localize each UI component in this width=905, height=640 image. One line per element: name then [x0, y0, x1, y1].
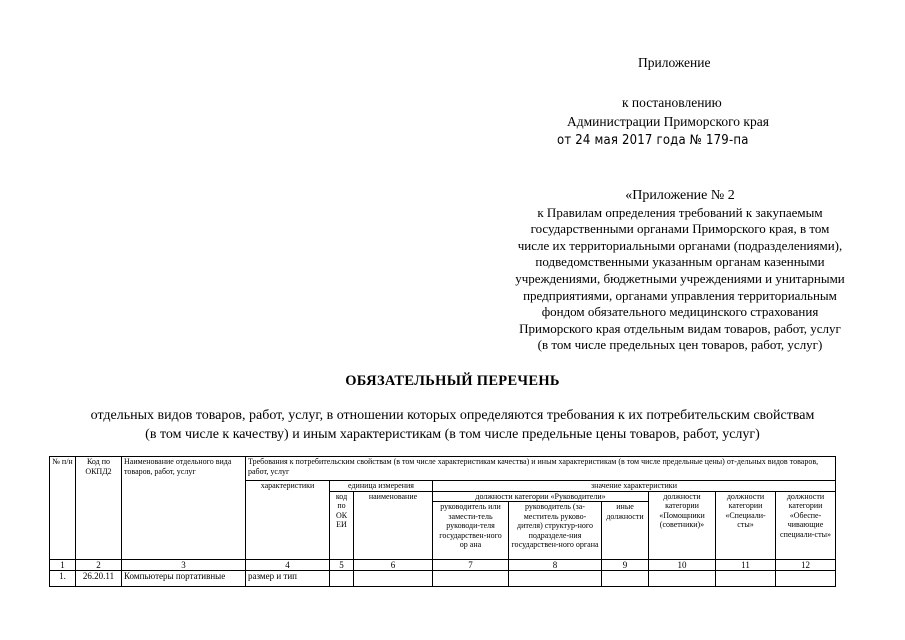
rules-line: (в том числе предельных цен товаров, работ, услуг): [537, 337, 823, 353]
column-number: 6: [354, 560, 433, 571]
row-cell: [330, 571, 354, 587]
rules-line: предприятиями, органами управления территориальным: [523, 287, 837, 303]
requirements-table: [49, 456, 836, 587]
column-number: 4: [246, 560, 330, 571]
header-characteristics: характеристики: [246, 481, 330, 560]
resolution-date: от 24 мая 2017 года № 179-па: [557, 133, 749, 148]
column-number: 11: [716, 560, 776, 571]
header-support-specialists: должности категории «Обеспе-чивающие специали-сты»: [776, 491, 836, 560]
rules-reference-block: [466, 188, 894, 354]
row-cell: [649, 571, 716, 587]
row-cell: [602, 571, 649, 587]
column-number: 3: [122, 560, 246, 571]
header-num: № п/н: [50, 457, 76, 560]
appendix-label: Приложение: [638, 55, 711, 70]
header-specialists: должности категории «Специали-сты»: [716, 491, 776, 560]
subtitle-line-2: (в том числе к качеству) и иным характеристикам (в том числе предельные цены товаров, работ, услуг): [145, 427, 760, 442]
header-value: значение характеристики: [433, 481, 836, 492]
document-title: ОБЯЗАТЕЛЬНЫЙ ПЕРЕЧЕНЬ: [345, 373, 560, 389]
header-unit-name: наименование: [354, 491, 433, 560]
header-requirements: Требования к потребительским свойствам (в том числе характеристикам качества) и иным характеристикам (в том числе предельные цены) от-дельных видов товаров, работ, услуг: [246, 457, 836, 481]
header-other-positions: иные должности: [602, 502, 649, 560]
row-cell: [716, 571, 776, 587]
column-number: 1: [50, 560, 76, 571]
rules-line: «Приложение № 2: [625, 188, 735, 203]
rules-line: подведомственными указанным органам казенными: [535, 254, 825, 270]
row-characteristic: размер и тип: [246, 571, 330, 587]
row-cell: [509, 571, 602, 587]
table-row: [50, 571, 836, 587]
row-code: 26.20.11: [76, 571, 122, 587]
row-product-name: Компьютеры портативные: [122, 571, 246, 587]
row-num: 1.: [50, 571, 76, 587]
rules-line: фондом обязательного медицинского страхования: [541, 304, 819, 320]
subtitle-line-1: отдельных видов товаров, работ, услуг, в отношении которых определяются требования к их потребительским свойствам: [90, 408, 815, 423]
row-cell: [776, 571, 836, 587]
header-managers: должности категории «Руководители»: [433, 491, 649, 502]
rules-line: учреждениями, бюджетными учреждениями и унитарными: [515, 270, 845, 286]
header-agency-head: руководитель или замести-тель руководи-теля государствен-ного ор ана: [433, 502, 509, 560]
row-cell: [354, 571, 433, 587]
header-code-okei: код по ОК ЕИ: [330, 491, 354, 560]
header-unit-head: руководитель (за-меститель руково-дителя) структур-ного подразделе-ния государствен-ного органа: [509, 502, 602, 560]
rules-line: к Правилам определения требований к закупаемым: [537, 204, 823, 220]
header-product-name: Наименование отдельного вида товаров, работ, услуг: [122, 457, 246, 560]
column-number: 2: [76, 560, 122, 571]
document-subtitle: [0, 406, 905, 444]
rules-line: числе их территориальными органами (подразделениями),: [517, 237, 843, 253]
header-assistants: должности категории «Помощники (советники)»: [649, 491, 716, 560]
to-resolution-label: к постановлению: [622, 95, 722, 110]
row-cell: [433, 571, 509, 587]
column-number: 8: [509, 560, 602, 571]
administration-label: Администрации Приморского края: [567, 114, 769, 129]
column-number: 5: [330, 560, 354, 571]
header-unit: единица измерения: [330, 481, 433, 492]
header-okpd: Код по ОКПД2: [76, 457, 122, 560]
column-number: 12: [776, 560, 836, 571]
column-number: 10: [649, 560, 716, 571]
rules-line: государственными органами Приморского края, в том: [530, 221, 830, 237]
column-number: 7: [433, 560, 509, 571]
column-number: 9: [602, 560, 649, 571]
rules-line: Приморского края отдельным видам товаров, работ, услуг: [519, 320, 841, 336]
